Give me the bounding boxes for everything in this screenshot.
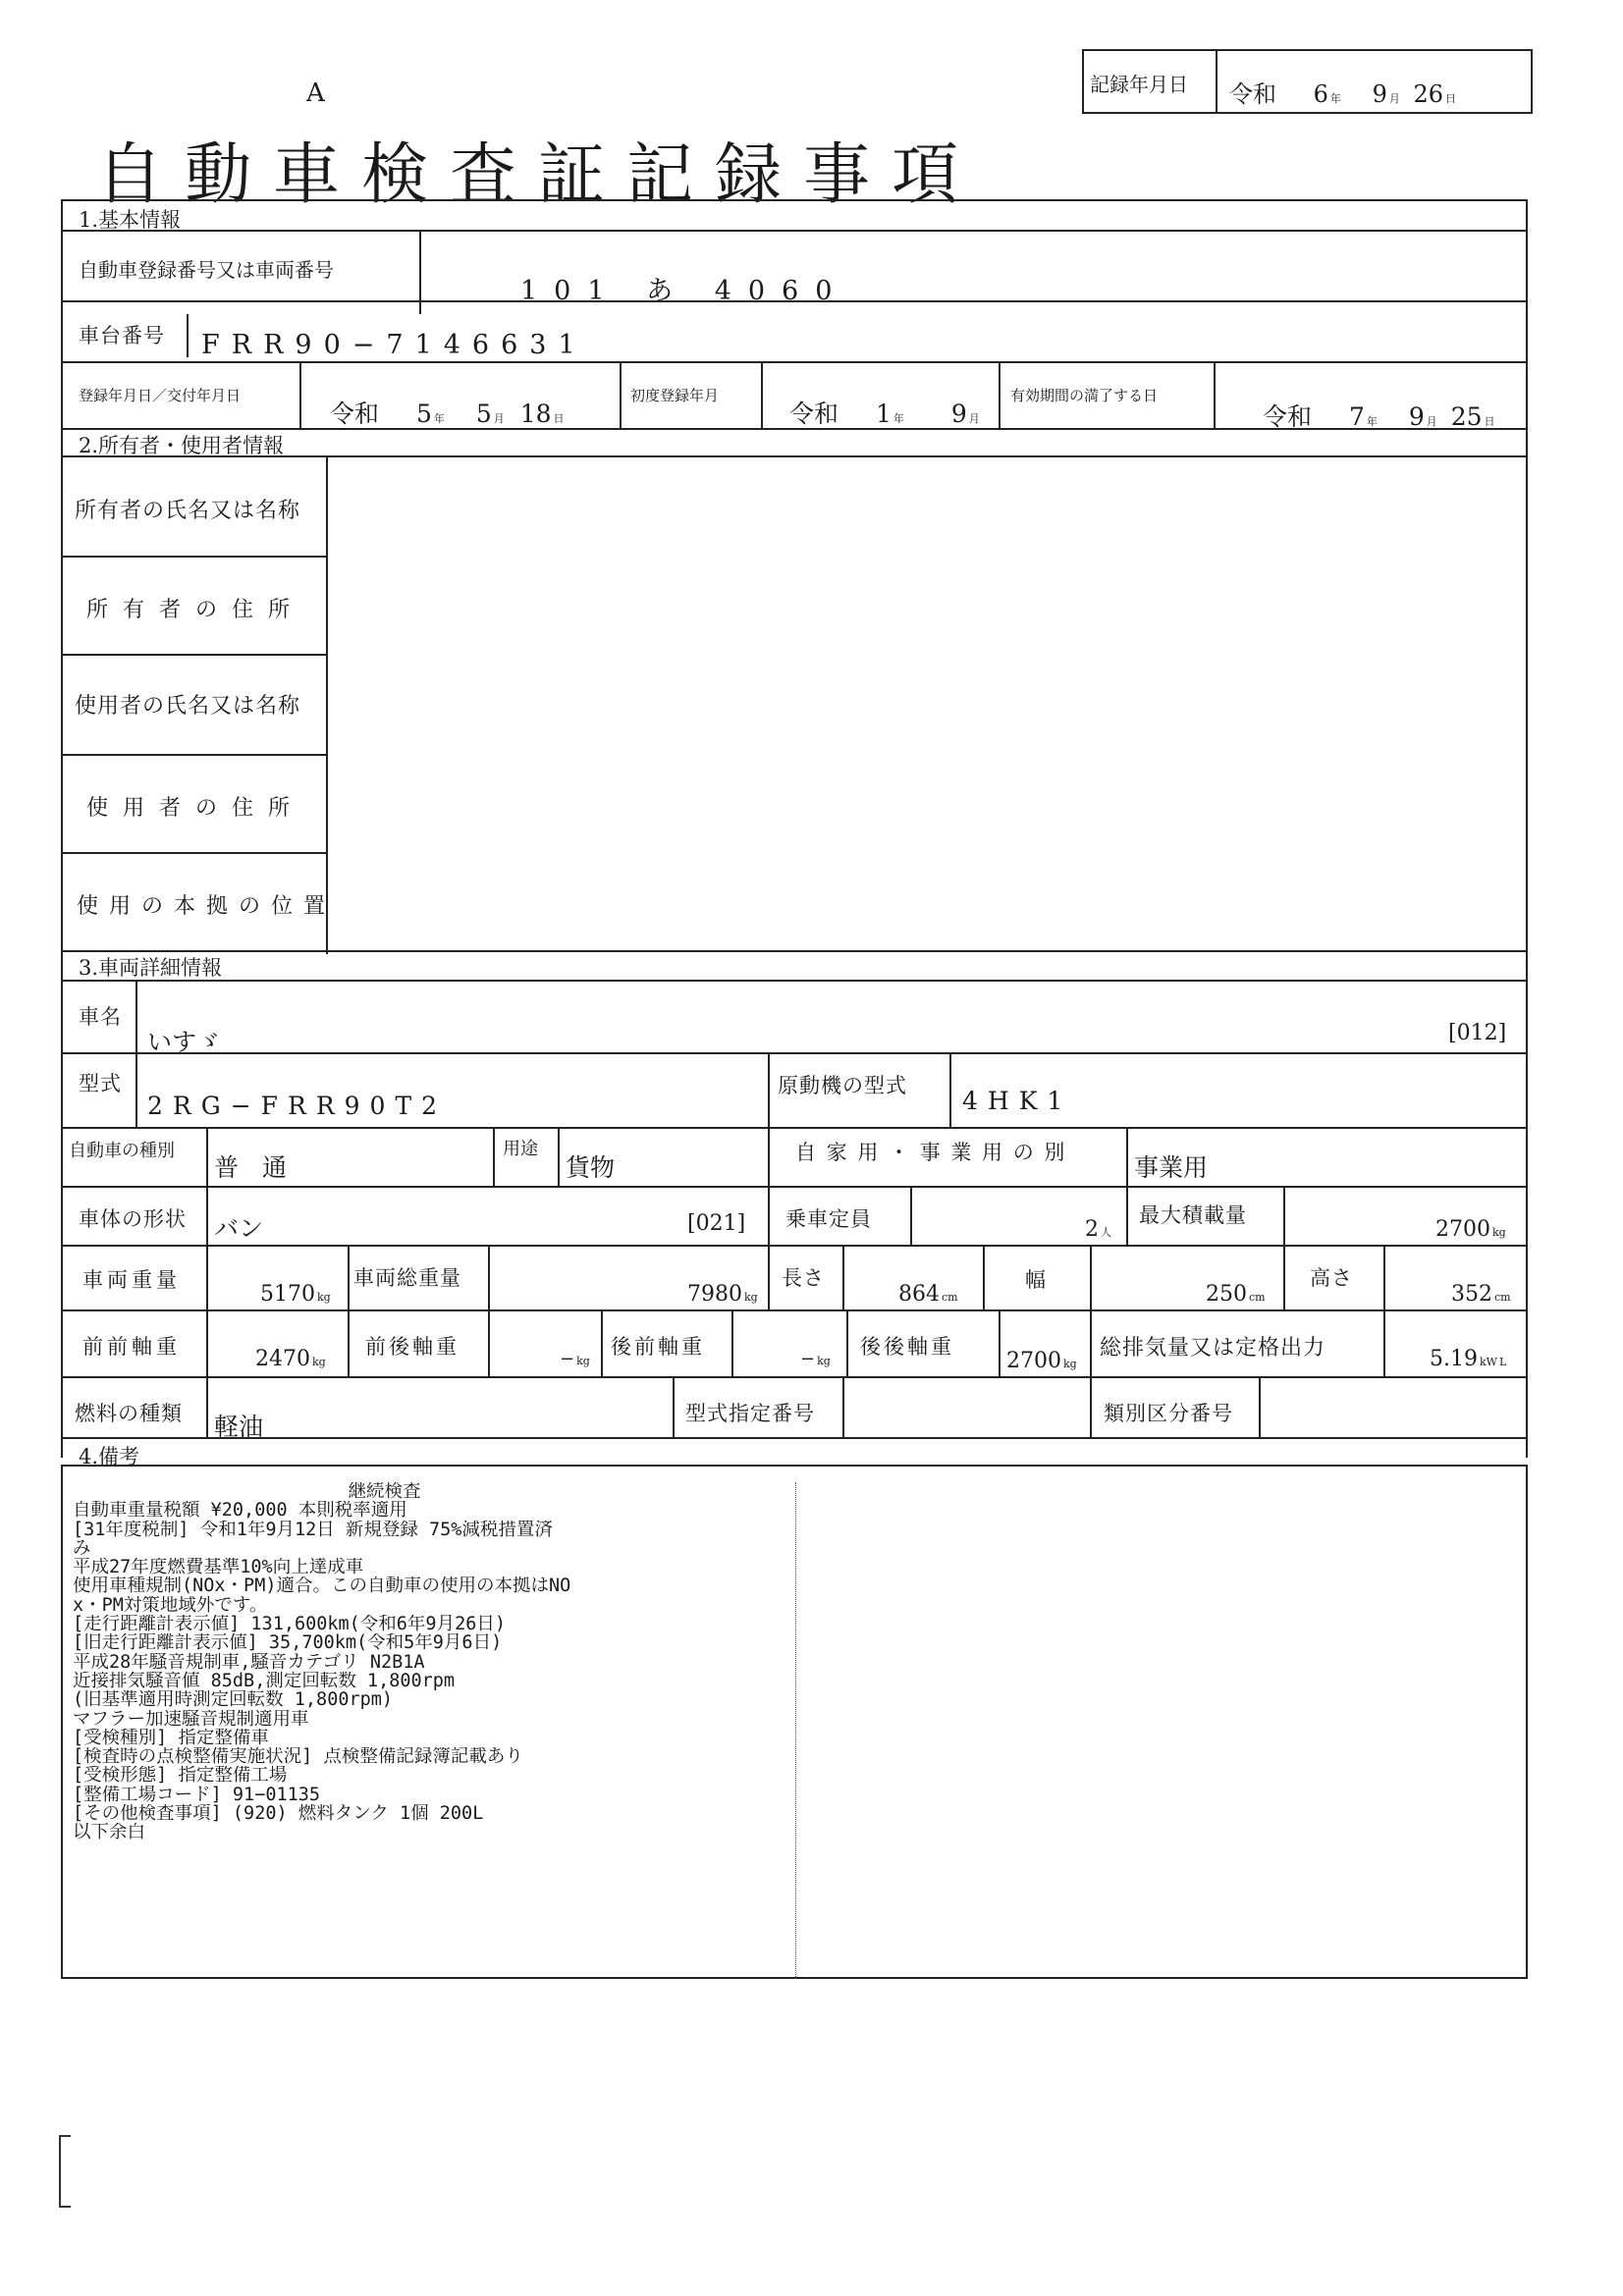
capacity-label: 乗車定員 <box>785 1207 872 1231</box>
base-location-label: 使 用 の 本 拠 の 位 置 <box>77 894 327 919</box>
max-load-label: 最大積載量 <box>1139 1203 1247 1227</box>
user-name-label: 使用者の氏名又は名称 <box>75 694 301 719</box>
fuel-type-value: 軽油 <box>214 1413 264 1441</box>
rear-rear-axle-value: 2700 kg <box>1006 1349 1077 1373</box>
category-number-label: 類別区分番号 <box>1104 1402 1233 1425</box>
remark-line: 継続検査 <box>348 1482 421 1502</box>
model-label: 型式 <box>79 1072 122 1095</box>
front-rear-axle-value: − kg <box>560 1349 590 1369</box>
remark-line: [その他検査事項] (920) 燃料タンク 1個 200L <box>73 1804 484 1824</box>
private-business-label: 自 家 用 ・ 事 業 用 の 別 <box>795 1141 1067 1164</box>
copy-mark: A <box>306 79 325 108</box>
remark-line: み <box>73 1538 91 1559</box>
width-value: 250 cm <box>1206 1282 1266 1307</box>
fuel-type-label: 燃料の種類 <box>75 1402 183 1425</box>
usage-value: 貨物 <box>566 1153 616 1182</box>
registration-date-label: 登録年月日／交付年月日 <box>79 387 242 404</box>
section-basic: 1.基本情報 <box>79 208 182 232</box>
reg-number-value: 101 あ 4060 <box>520 276 849 306</box>
car-name-code: [012] <box>1448 1021 1507 1045</box>
rear-rear-axle-label: 後後軸重 <box>860 1335 954 1359</box>
rear-front-axle-value: − kg <box>800 1349 831 1369</box>
displacement-value: 5.19 kW L <box>1430 1347 1507 1371</box>
engine-model-label: 原動機の型式 <box>778 1074 907 1097</box>
height-label: 高さ <box>1310 1266 1353 1290</box>
remark-line: [31年度税制] 令和1年9月12日 新規登録 75%減税措置済 <box>73 1520 553 1539</box>
section-owner: 2.所有者・使用者情報 <box>79 434 285 457</box>
remark-line: 近接排気騒音値 85dB,測定回転数 1,800rpm <box>73 1671 456 1691</box>
body-shape-code: [021] <box>687 1211 746 1236</box>
height-value: 352 cm <box>1451 1282 1511 1307</box>
chassis-number-label: 車台番号 <box>79 324 165 347</box>
bracket-mark <box>59 2135 71 2208</box>
reg-number-label: 自動車登録番号又は車両番号 <box>79 258 334 282</box>
record-date-label: 記録年月日 <box>1090 73 1188 96</box>
model-value: 2RG−FRR90T2 <box>147 1092 448 1120</box>
document-title: 自動車検査証記録事項 <box>96 136 981 214</box>
displacement-label: 総排気量又は定格出力 <box>1100 1336 1326 1361</box>
front-front-axle-label: 前前軸重 <box>82 1335 181 1359</box>
gross-weight-label: 車両総重量 <box>353 1266 461 1290</box>
remark-line: 使用車種規制(NOx・PM)適合。この自動車の使用の本拠はNO <box>73 1576 571 1596</box>
rear-front-axle-label: 後前軸重 <box>611 1335 705 1359</box>
remark-line: 平成28年騒音規制車,騒音カテゴリ N2B1A <box>73 1652 425 1672</box>
vehicle-weight-value: 5170 kg <box>260 1282 331 1307</box>
type-approval-label: 型式指定番号 <box>685 1402 815 1425</box>
remark-line: マフラー加速騒音規制適用車 <box>73 1709 309 1729</box>
max-load-value: 2700 kg <box>1435 1217 1506 1242</box>
remark-line: [走行距離計表示値] 131,600km(令和6年9月26日) <box>73 1615 506 1634</box>
car-name-value: いすゞ <box>147 1028 222 1056</box>
vehicle-weight-label: 車両重量 <box>82 1268 181 1292</box>
front-rear-axle-label: 前後軸重 <box>365 1335 460 1359</box>
owner-address-label: 所 有 者 の 住 所 <box>86 598 294 622</box>
owner-name-label: 所有者の氏名又は名称 <box>75 499 301 523</box>
record-date-value: 令和 6 年 9 月 26 日 <box>1229 80 1457 108</box>
first-registration-label: 初度登録年月 <box>630 387 720 404</box>
first-registration-value: 令和 1 年 9 月 <box>789 400 980 428</box>
remark-line: [旧走行距離計表示値] 35,700km(令和5年9月6日) <box>73 1633 503 1653</box>
car-name-label: 車名 <box>79 1005 122 1029</box>
remark-line: [受検形態] 指定整備工場 <box>73 1766 288 1786</box>
engine-model-value: 4HK1 <box>962 1087 1073 1115</box>
section-vehicle: 3.車両詳細情報 <box>79 956 223 980</box>
remark-line: 以下余白 <box>73 1823 146 1842</box>
front-front-axle-value: 2470 kg <box>255 1347 326 1371</box>
gross-weight-value: 7980 kg <box>687 1282 758 1307</box>
expiry-value: 令和 7 年 9 月 25 日 <box>1263 402 1495 431</box>
length-label: 長さ <box>782 1266 825 1290</box>
vehicle-kind-value: 普 通 <box>214 1153 295 1182</box>
body-shape-label: 車体の形状 <box>79 1207 187 1231</box>
private-business-value: 事業用 <box>1134 1153 1209 1182</box>
section-remarks: 4.備考 <box>79 1445 140 1468</box>
remark-line: (旧基準適用時測定回転数 1,800rpm) <box>73 1690 394 1710</box>
body-shape-value: バン <box>214 1214 264 1243</box>
remark-line: [整備工場コード] 91−01135 <box>73 1785 321 1805</box>
vehicle-kind-label: 自動車の種別 <box>69 1141 175 1161</box>
remark-line: [検査時の点検整備実施状況] 点検整備記録簿記載あり <box>73 1747 523 1767</box>
expiry-label: 有効期間の満了する日 <box>1010 387 1159 404</box>
usage-label: 用途 <box>503 1139 538 1159</box>
width-label: 幅 <box>1025 1268 1047 1292</box>
capacity-value: 2 人 <box>1085 1217 1111 1242</box>
length-value: 864 cm <box>898 1282 958 1307</box>
remarks-text <box>73 1482 794 1842</box>
user-address-label: 使 用 者 の 住 所 <box>86 796 294 821</box>
remark-line: [受検種別] 指定整備車 <box>73 1728 269 1748</box>
registration-date-value: 令和 5 年 5 月 18 日 <box>330 400 565 428</box>
remark-line: 平成27年度燃費基準10%向上達成車 <box>73 1558 364 1577</box>
chassis-number-value: FRR90−7146631 <box>201 330 587 360</box>
remark-line: x・PM対策地域外です。 <box>73 1595 268 1616</box>
remark-line: 自動車重量税額 ¥20,000 本則税率適用 <box>73 1501 407 1521</box>
